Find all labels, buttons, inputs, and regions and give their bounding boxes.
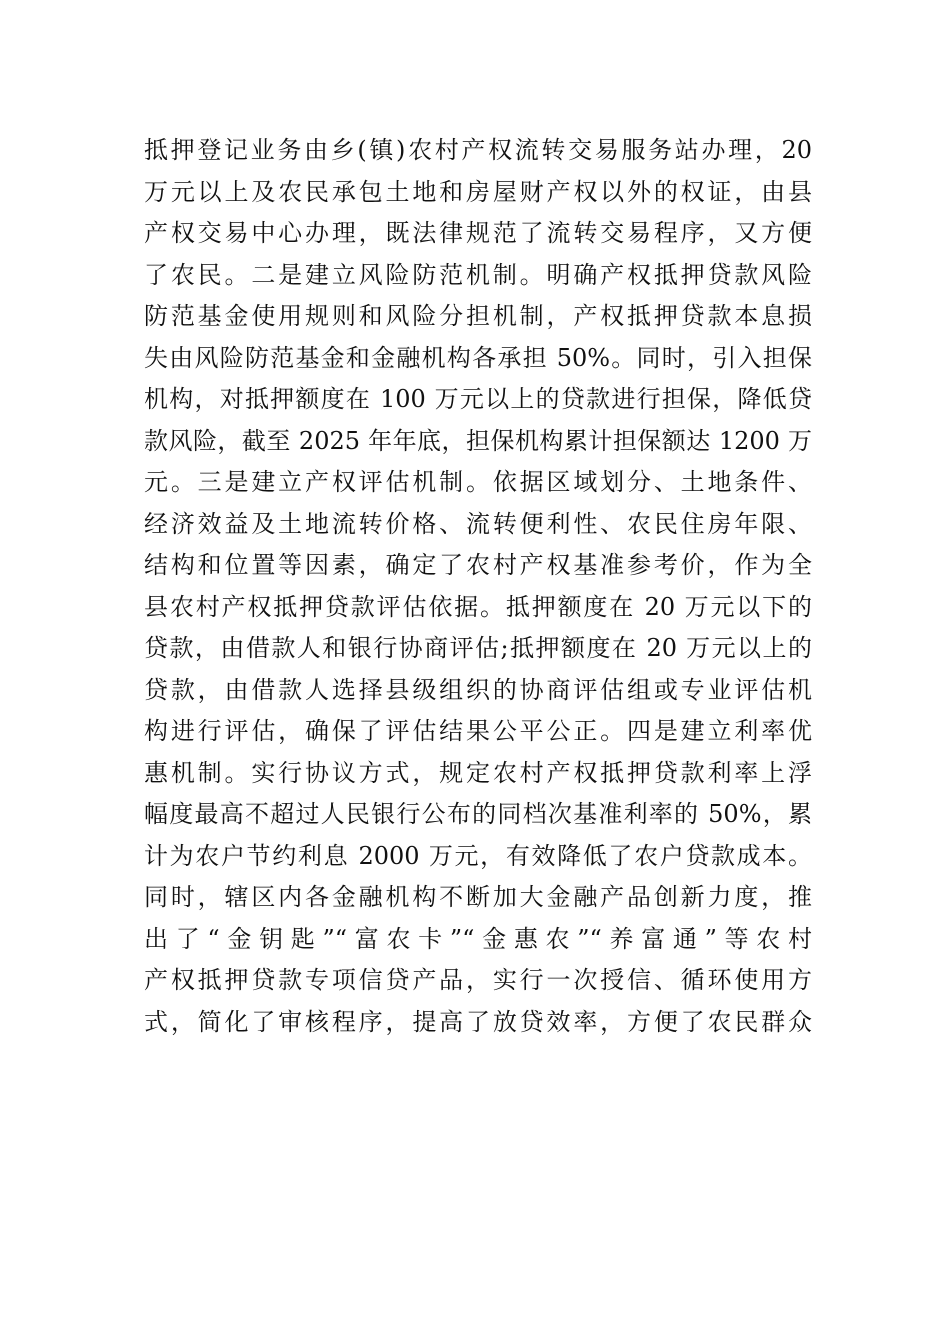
text-line: 构进行评估，确保了评估结果公平公正。四是建立利率优 bbox=[144, 717, 812, 745]
text-line: 同时，辖区内各金融机构不断加大金融产品创新力度，推 bbox=[144, 883, 812, 911]
body-paragraph bbox=[144, 130, 812, 1043]
text-line: 惠机制。实行协议方式，规定农村产权抵押贷款利率上浮 bbox=[144, 758, 812, 787]
text-line: 经济效益及土地流转价格、流转便利性、农民住房年限、 bbox=[144, 509, 812, 538]
text-line: 式，简化了审核程序，提高了放贷效率，方便了农民群众 bbox=[144, 1007, 812, 1036]
text-line: 结构和位置等因素，确定了农村产权基准参考价，作为全 bbox=[144, 551, 812, 579]
text-line: 产权交易中心办理，既法律规范了流转交易程序，又方便 bbox=[144, 219, 812, 247]
text-line: 防范基金使用规则和风险分担机制，产权抵押贷款本息损 bbox=[144, 302, 812, 330]
text-line: 元。三是建立产权评估机制。依据区域划分、土地条件、 bbox=[144, 468, 812, 496]
text-line: 了农民。二是建立风险防范机制。明确产权抵押贷款风险 bbox=[144, 260, 812, 289]
text-line: 产权抵押贷款专项信贷产品，实行一次授信、循环使用方 bbox=[144, 966, 812, 994]
text-line: 贷款，由借款人选择县级组织的协商评估组或专业评估机 bbox=[144, 675, 812, 704]
text-line: 计为农户节约利息 2000 万元，有效降低了农户贷款成本。 bbox=[144, 841, 812, 870]
text-line: 失由风险防范基金和金融机构各承担 50%。同时，引入担保 bbox=[144, 343, 812, 372]
text-line: 县农村产权抵押贷款评估依据。抵押额度在 20 万元以下的 bbox=[144, 592, 812, 621]
text-line: 万元以上及农民承包土地和房屋财产权以外的权证，由县 bbox=[144, 177, 812, 206]
text-line: 幅度最高不超过人民银行公布的同档次基准利率的 50%，累 bbox=[144, 800, 812, 828]
text-line: 贷款，由借款人和银行协商评估;抵押额度在 20 万元以上的 bbox=[144, 634, 812, 662]
text-line: 机构，对抵押额度在 100 万元以上的贷款进行担保，降低贷 bbox=[144, 385, 812, 413]
text-line: 出了“金钥匙”“富农卡”“金惠农”“养富通”等农村 bbox=[144, 924, 812, 953]
text-line: 抵押登记业务由乡(镇)农村产权流转交易服务站办理，20 bbox=[144, 136, 812, 164]
text-line: 款风险，截至 2025 年年底，担保机构累计担保额达 1200 万 bbox=[144, 426, 812, 455]
